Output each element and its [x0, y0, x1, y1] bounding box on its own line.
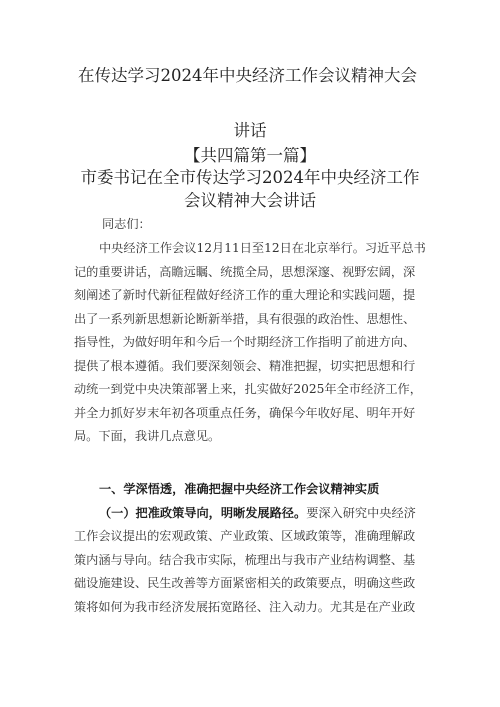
paragraph-line: 策内涵与导向。结合我市实际，梳理出与我市产业结构调整、基 — [74, 552, 416, 567]
paragraph-line: 中央经济工作会议12月11日至12日在北京举行。习近平总书 — [99, 241, 426, 255]
paragraph-intro — [74, 237, 434, 449]
paragraph-line: 指导性，为做好明年和今后一个时期经济工作指明了前进方向、 — [74, 335, 416, 349]
series-label: 【共四篇第一篇】 — [184, 146, 316, 165]
paragraph-line: 刻阐述了新时代新征程做好经济工作的重大理论和实践问题，提 — [74, 288, 416, 302]
section-heading: 一、学深悟透，准确把握中央经济工作会议精神实质 — [99, 482, 380, 496]
section-1 — [74, 478, 434, 619]
paragraph-line: 工作会议提出的宏观政策、产业政策、区域政策等，准确理解政 — [74, 529, 416, 543]
speech-title-line-2: 会议精神大会讲话 — [184, 191, 316, 210]
paragraph-line: 提供了根本遵循。我们要深刻领会、精准把握，切实把思想和行 — [74, 358, 416, 373]
paragraph-line: 动统一到党中央决策部署上来，扎实做好2025年全市经济工作， — [74, 382, 422, 396]
subsection-text: 要深入研究中央经济 — [306, 505, 416, 520]
paragraph-line: 策将如何为我市经济发展拓宽路径、注入动力。尤其是在产业政 — [74, 599, 416, 614]
paragraph-line: 局。下面，我讲几点意见。 — [74, 429, 221, 443]
subsection-first-line — [74, 502, 434, 526]
subsection-heading: （一）把准政策导向，明晰发展路径。 — [99, 505, 307, 520]
paragraph-line: 础设施建设、民生改善等方面紧密相关的政策要点，明确这些政 — [74, 576, 416, 590]
paragraph-line: 记的重要讲话，高瞻远瞩、统揽全局，思想深邃、视野宏阔，深 — [74, 264, 416, 279]
speech-title-line-1: 市委书记在全市传达学习2024年中央经济工作 — [80, 168, 420, 187]
greeting: 同志们： — [102, 217, 151, 231]
document-title-line-1: 在传达学习2024年中央经济工作会议精神大会 — [78, 66, 417, 85]
document-title-line-2: 讲话 — [233, 121, 267, 140]
paragraph-line: 并全力抓好岁末年初各项重点任务，确保今年收好尾、明年开好 — [74, 405, 416, 420]
paragraph-line: 出了一系列新思想新论断新举措，具有很强的政治性、思想性、 — [74, 311, 416, 326]
